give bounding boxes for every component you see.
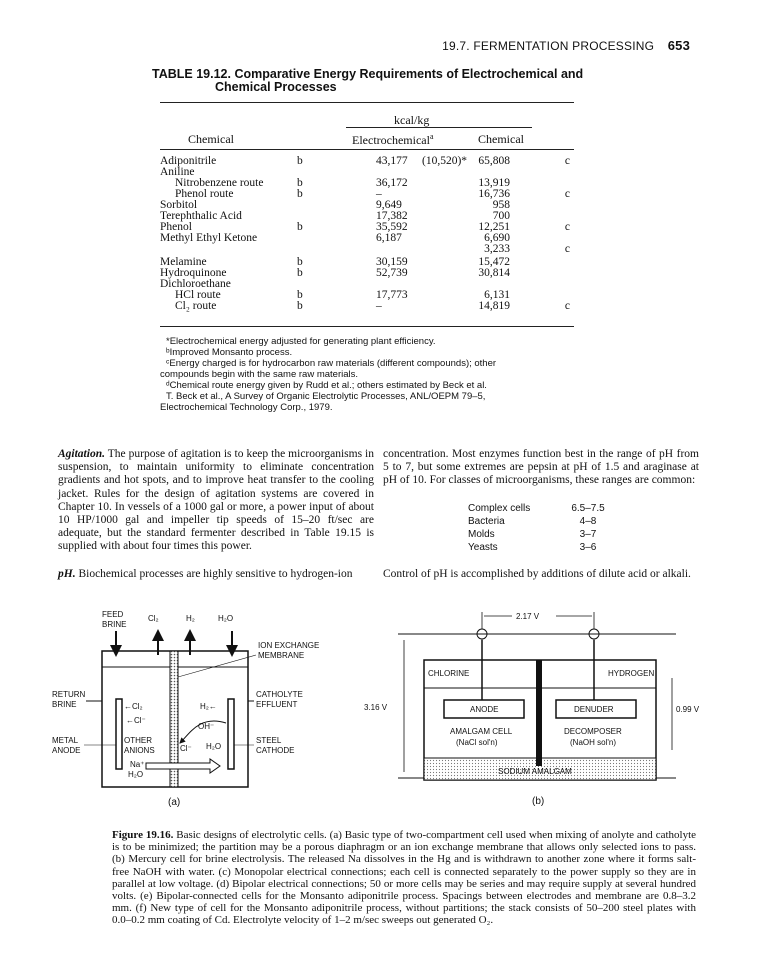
fig-a-in-na: Na⁺ [130, 760, 145, 769]
footnote-star: *Electrochemical energy adjusted for generating plant efficiency. [166, 336, 436, 347]
row-footnote-b: b [297, 300, 303, 312]
agitation-body: The purpose of agitation is to keep the microorganisms in suspension, to maintain uniformity to eliminate concentration gradients and hot spots, and to improve heat transfer to the cooling jacket. Rules for the design of agitation systems are covered in Chapter 10. In vessels of a 1000 gal or more, a power input of about 10 HP/1000 gal and impeller tip speeds of 15–20 ft/sec are adequate, but the standard fermenter described in Table 19.15 is supplied with about four times this power. [58, 448, 374, 553]
fig-b-chlorine: CHLORINE [428, 669, 470, 678]
row-chemical-value: 12,251 [478, 221, 510, 233]
fig-b-decomposer: DECOMPOSER [564, 727, 622, 736]
row-footnote-b: b [297, 221, 303, 233]
row-chemical-name: Aniline [160, 166, 195, 178]
table-top-rule [160, 102, 574, 103]
row-footnote-b: b [297, 289, 303, 301]
ph-paragraph [58, 568, 374, 581]
fig-a-steel: STEEL [256, 736, 282, 745]
row-footnote-b: b [297, 256, 303, 268]
ph-organism: Molds [468, 529, 495, 540]
row-electrochemical-value: – [376, 188, 382, 200]
row-chemical-value: 6,131 [484, 289, 510, 301]
source-line2: Electrochemical Technology Corp., 1979. [160, 402, 333, 413]
row-footnote-c: c [564, 188, 570, 200]
fig-b-naoh: (NaOH sol'n) [570, 738, 616, 747]
table-bottom-rule [160, 326, 574, 327]
fig-a-return: RETURN [52, 690, 86, 699]
table-title-line1: Comparative Energy Requirements of Electrochemical and [234, 67, 584, 81]
fig-b-hydrogen: HYDROGEN [608, 669, 655, 678]
ph-range: 3–7 [579, 529, 597, 540]
table-unit: kcal/kg [394, 113, 430, 127]
row-footnote-c: c [564, 243, 570, 255]
fig-a-h2: H₂ [186, 614, 195, 623]
table-row [160, 189, 574, 200]
ph-range: 3–6 [579, 542, 597, 553]
cation-flow-arrow [146, 759, 220, 773]
row-footnote-b: b [297, 155, 303, 167]
fig-b-voltage-top: 2.17 V [516, 612, 540, 621]
table-header-rule [160, 149, 574, 150]
fig-a-in-cl: ←Cl⁻ [126, 716, 146, 725]
row-electrochemical-value: – [376, 300, 382, 312]
fig-a-in-oh: OH⁻ [198, 722, 215, 731]
row-footnote-b: b [297, 177, 303, 189]
row-electrochemical-value: 9,649 [376, 199, 402, 211]
fig-a-in-h2o2: H₂O [128, 770, 144, 779]
table-row [160, 290, 574, 301]
row-chemical-name: Dichloroethane [160, 278, 231, 290]
row-chemical-value: 958 [492, 199, 510, 211]
row-chemical-name: Phenol route [175, 188, 234, 200]
col-header-electrochemical-sup: a [429, 132, 434, 141]
table-title [152, 68, 622, 94]
fig-b-voltage-right: 0.99 V [676, 705, 700, 714]
fig-b-label: (b) [532, 796, 545, 807]
ph-head: pH. [58, 568, 76, 580]
ph-range: 4–8 [579, 516, 597, 527]
fig-a-cathode: CATHODE [256, 746, 295, 755]
row-chemical-name: Hydroquinone [160, 267, 227, 279]
fig-a-catholyte: CATHOLYTE [256, 690, 303, 699]
row-chemical-name: Sorbitol [160, 199, 198, 211]
row-electrochemical-value: 30,159 [376, 256, 408, 268]
fig-b-denuder: DENUDER [574, 705, 614, 714]
running-head [442, 38, 690, 53]
figure-b-diagram [360, 600, 705, 815]
ph-organism: Yeasts [468, 542, 498, 553]
figure-caption-text: Basic designs of electrolytic cells. (a) Basic type of two-compartment cell used when mixing of anolyte and catholyte is to be minimized; the partition may be a porous diaphragm or an ion exchange membrane that allows only selected ions to pass. (b) Mercury cell for brine electrolysis. The released Na dissolves in the Hg and is withdrawn to another zone where it forms salt-free NaOH with water. (c) Monopolar electrical connections; each cell is connected separately to the power supply so they are in parallel at low voltage. (d) Bipolar electrical connections; 50 or more cells may be series and may require supply at several hundred volts. (e) Bipolar-connected cells for the Monsanto adiponitrile process. Spacings between electrodes and membrane are 0.8–3.2 mm. (f) New type of cell for the Monsanto adiponitrile process, without partitions; the stack consists of 50–200 steel plates with 0.0–0.2 mm coating of Cd. Electrolyte velocity of 1–2 m/sec sweeps out generated O₂. [112, 829, 697, 927]
row-chemical-value: 6,690 [484, 232, 510, 244]
fig-a-effluent: EFFLUENT [256, 700, 298, 709]
row-electrochemical-adjusted: (10,520)* [422, 155, 468, 167]
fig-b-amalgam-cell: AMALGAM CELL [450, 727, 513, 736]
fig-a-in-h2: H₂← [200, 702, 217, 711]
row-footnote-c: c [564, 221, 570, 233]
fig-a-label: (a) [168, 797, 181, 808]
row-chemical-name: Melamine [160, 256, 207, 268]
table-number: TABLE 19.12. [152, 67, 231, 81]
row-chemical-value: 16,736 [478, 188, 510, 200]
steel-cathode [228, 699, 234, 769]
row-electrochemical-value: 6,187 [376, 232, 402, 244]
row-chemical-name: Phenol [160, 221, 192, 233]
fig-a-in-cl2: ←Cl₂ [124, 702, 143, 711]
ph-range-paragraph: concentration. Most enzymes function best in the range of pH from 5 to 7, but some extremes are pepsin at pH of 1.5 and araginase at pH of 10. For classes of microorganisms, these ranges are common: [383, 448, 699, 487]
col-header-chemical: Chemical [188, 132, 234, 146]
row-chemical-name: Terephthalic Acid [160, 210, 242, 222]
fig-b-voltage-left: 3.16 V [364, 703, 388, 712]
ph-range: 6.5–7.5 [571, 503, 605, 514]
footnote-d: ᵈChemical route energy given by Rudd et al.; others estimated by Beck et al. [166, 380, 487, 391]
unit-rule [346, 127, 532, 128]
row-chemical-name: Methyl Ethyl Ketone [160, 232, 258, 244]
table-row [160, 156, 574, 167]
row-chemical-value: 30,814 [478, 267, 510, 279]
fig-a-feed: FEED [102, 610, 124, 619]
footnote-c1: ᶜEnergy charged is for hydrocarbon raw materials (different compounds); other [166, 358, 497, 369]
metal-anode [116, 699, 122, 769]
ph-organism: Complex cells [468, 503, 531, 514]
fig-a-h2o: H₂O [218, 614, 234, 623]
row-electrochemical-value: 17,382 [376, 210, 408, 222]
row-footnote-c: c [564, 155, 570, 167]
row-chemical-value: 3,233 [484, 243, 510, 255]
footnote-b: ᵇImproved Monsanto process. [166, 347, 293, 358]
row-chemical-value: 65,808 [478, 155, 510, 167]
row-electrochemical-value: 17,773 [376, 289, 408, 301]
agitation-paragraph [58, 448, 374, 554]
col-header-electrochemical-text: Electrochemical [352, 133, 430, 147]
row-electrochemical-value: 43,177 [376, 155, 408, 167]
table-row [160, 211, 574, 222]
ph-body: Biochemical processes are highly sensitive to hydrogen-ion [78, 568, 353, 580]
col-header-chem: Chemical [478, 132, 524, 146]
col-header-electrochemical [352, 132, 434, 148]
divider-wall [536, 660, 542, 766]
row-chemical-value: 14,819 [478, 300, 510, 312]
row-chemical-value: 700 [492, 210, 510, 222]
page-number: 653 [667, 38, 690, 53]
fig-a-membrane: MEMBRANE [258, 651, 305, 660]
fig-a-brine: BRINE [102, 620, 127, 629]
fig-b-sodium-amalgam: SODIUM AMALGAM [498, 767, 572, 776]
row-chemical-name: Cl₂ route [175, 300, 217, 312]
fig-b-anode: ANODE [470, 705, 499, 714]
fig-a-in-cl-minus: Cl⁻ [180, 744, 192, 753]
table-row [160, 233, 574, 244]
footnote-c2: compounds begin with the same raw materials. [160, 369, 359, 380]
figure-caption [112, 829, 696, 927]
control-line: Control of pH is accomplished by additions of dilute acid or alkali. [383, 568, 691, 580]
table-row [160, 244, 574, 255]
fig-a-in-anions: ANIONS [124, 746, 155, 755]
running-head-section: 19.7. FERMENTATION PROCESSING [442, 39, 655, 53]
fig-b-nacl: (NaCl sol'n) [456, 738, 498, 747]
row-footnote-c: c [564, 300, 570, 312]
source-line1: T. Beck et al., A Survey of Organic Electrolytic Processes, ANL/OEPM 79–5, [166, 391, 486, 402]
fig-a-in-other: OTHER [124, 736, 152, 745]
row-electrochemical-value: 36,172 [376, 177, 408, 189]
row-footnote-b: b [297, 267, 303, 279]
row-chemical-name: HCl route [175, 289, 221, 301]
fig-a-cl2: Cl₂ [148, 614, 159, 623]
membrane-leader [178, 655, 256, 677]
row-electrochemical-value: 52,739 [376, 267, 408, 279]
row-chemical-value: 15,472 [478, 256, 510, 268]
row-chemical-name: Adiponitrile [160, 155, 217, 167]
figure-a-diagram [50, 605, 340, 820]
fig-a-return-brine: BRINE [52, 700, 77, 709]
row-chemical-value: 13,919 [478, 177, 510, 189]
fig-a-anode: ANODE [52, 746, 81, 755]
fig-a-ion-exchange: ION EXCHANGE [258, 641, 320, 650]
row-chemical-name: Nitrobenzene route [175, 177, 264, 189]
fig-a-in-h2o: H₂O [206, 742, 222, 751]
table-row [160, 301, 574, 312]
fig-a-metal: METAL [52, 736, 79, 745]
row-electrochemical-value: 35,592 [376, 221, 408, 233]
table-title-line2: Chemical Processes [215, 80, 337, 94]
figure-caption-label: Figure 19.16. [112, 829, 174, 841]
table-row [160, 279, 574, 290]
row-footnote-b: b [297, 188, 303, 200]
ph-organism: Bacteria [468, 516, 505, 527]
agitation-head: Agitation. [58, 448, 105, 460]
